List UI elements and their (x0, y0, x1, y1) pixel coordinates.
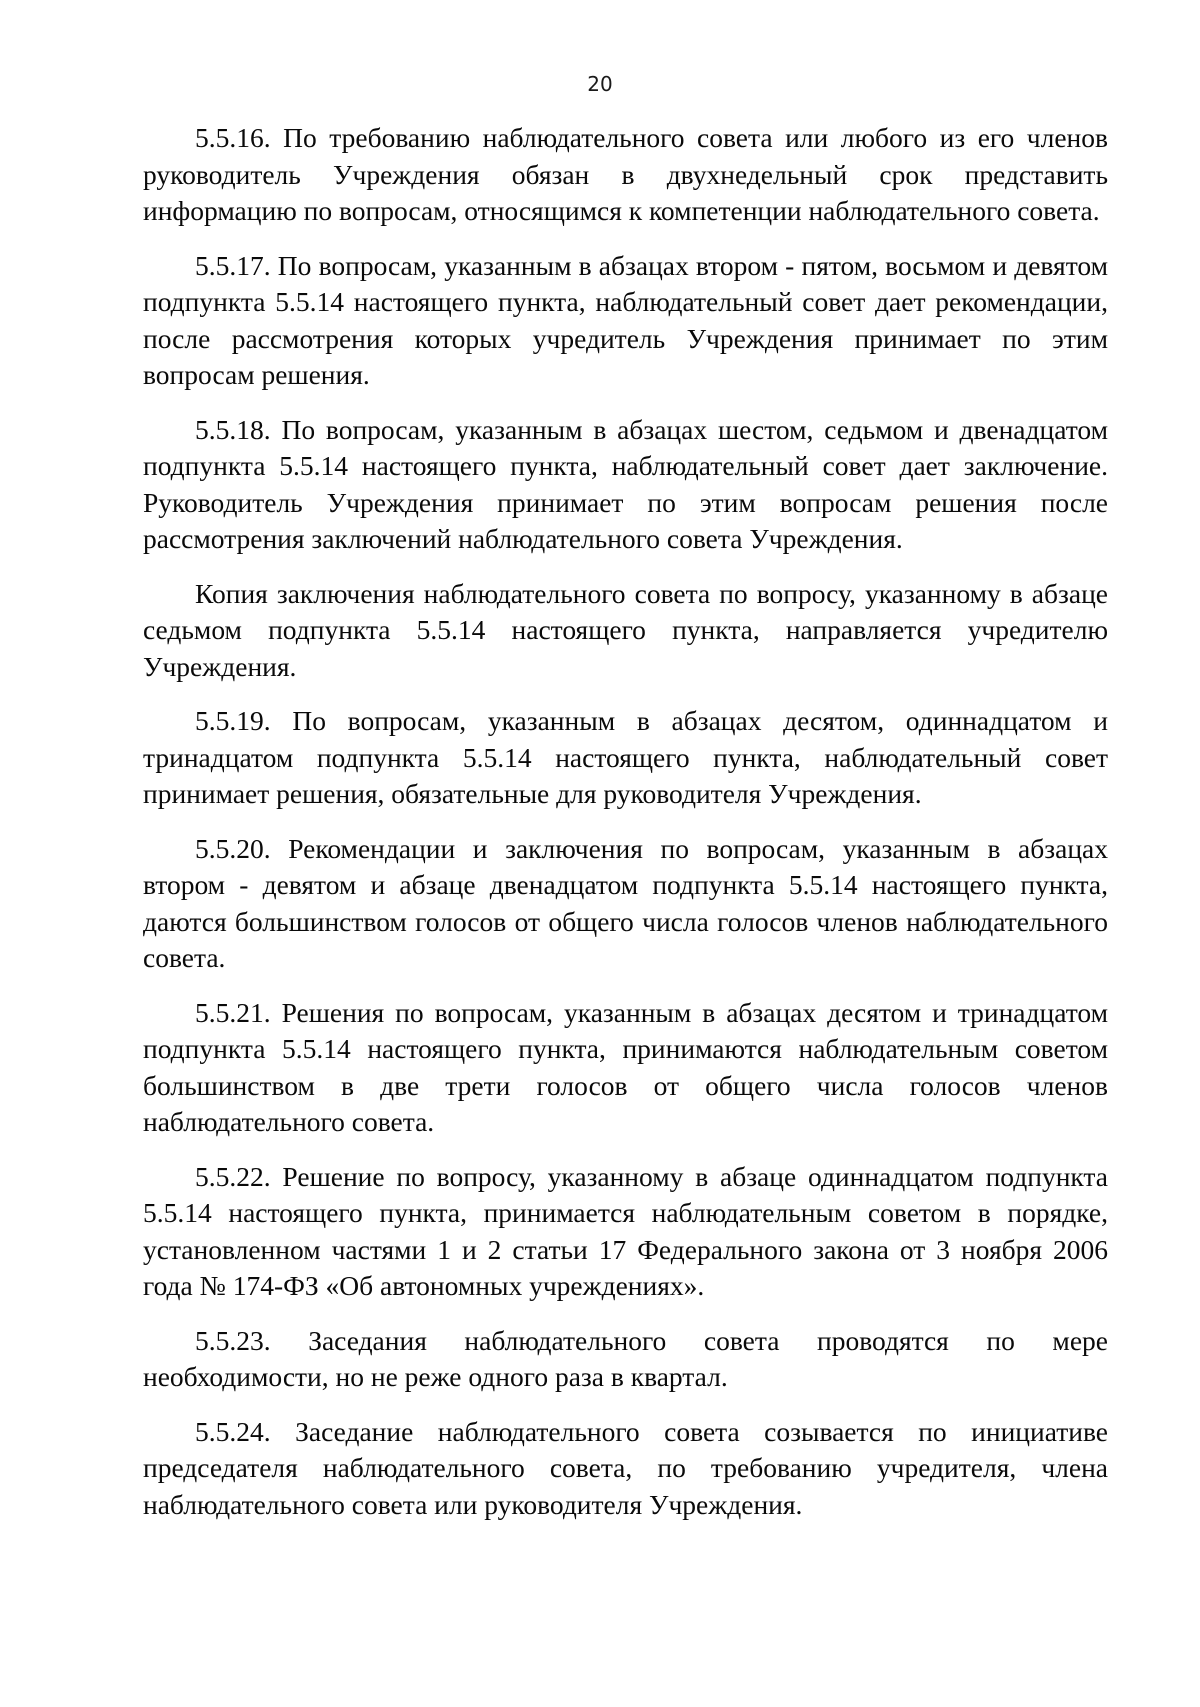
paragraph-5-5-19: 5.5.19. По вопросам, указанным в абзацах десятом, одиннадцатом и тринадцатом подпункта 5.5.14 настоящего пункта, наблюдательный совет принимает решения, обязательные для руководителя Учреждения. (143, 705, 1108, 809)
paragraph-5-5-20: 5.5.20. Рекомендации и заключения по вопросам, указанным в абзацах втором - девятом и абзаце двенадцатом подпункта 5.5.14 настоящего пункта, даются большинством голосов от общего числа голосов членов наблюдательного совета. (143, 832, 1108, 973)
document-body (143, 120, 1108, 1541)
paragraph-5-5-23: 5.5.23. Заседания наблюдательного совета проводятся по мере необходимости, но не реже одного раза в квартал. (143, 1324, 1108, 1392)
paragraph-5-5-17: 5.5.17. По вопросам, указанным в абзацах втором - пятом, восьмом и девятом подпункта 5.5.14 настоящего пункта, наблюдательный совет дает рекомендации, после рассмотрения которых учредитель Учреждения принимает по этим вопросам решения. (143, 249, 1108, 390)
page-number: 20 (587, 72, 613, 96)
paragraph-5-5-18: 5.5.18. По вопросам, указанным в абзацах шестом, седьмом и двенадцатом подпункта 5.5.14 настоящего пункта, наблюдательный совет дает заключение. Руководитель Учреждения принимает по этим вопросам решения после рассмотрения заключений наблюдательного совета Учреждения. (143, 413, 1108, 554)
paragraph-5-5-16: 5.5.16. По требованию наблюдательного совета или любого из его членов руководитель Учреждения обязан в двухнедельный срок представить информацию по вопросам, относящимся к компетенции наблюдательного совета. (143, 122, 1108, 226)
paragraph-5-5-24: 5.5.24. Заседание наблюдательного совета созывается по инициативе председателя наблюдательного совета, по требованию учредителя, члена наблюдательного совета или руководителя Учреждения. (143, 1415, 1108, 1520)
paragraph-5-5-21: 5.5.21. Решения по вопросам, указанным в абзацах десятом и тринадцатом подпункта 5.5.14 настоящего пункта, принимаются наблюдательным советом большинством в две трети голосов от общего числа голосов членов наблюдательного совета. (143, 996, 1108, 1137)
paragraph-5-5-22: 5.5.22. Решение по вопросу, указанному в абзаце одиннадцатом подпункта 5.5.14 настоящего пункта, принимается наблюдательным советом в порядке, установленном частями 1 и 2 статьи 17 Федерального закона от 3 ноября 2006 года № 174-ФЗ «Об автономных учреждениях». (143, 1160, 1108, 1301)
paragraph-copy-of-conclusion: Копия заключения наблюдательного совета по вопросу, указанному в абзаце седьмом подпункта 5.5.14 настоящего пункта, направляется учредителю Учреждения. (143, 577, 1108, 682)
